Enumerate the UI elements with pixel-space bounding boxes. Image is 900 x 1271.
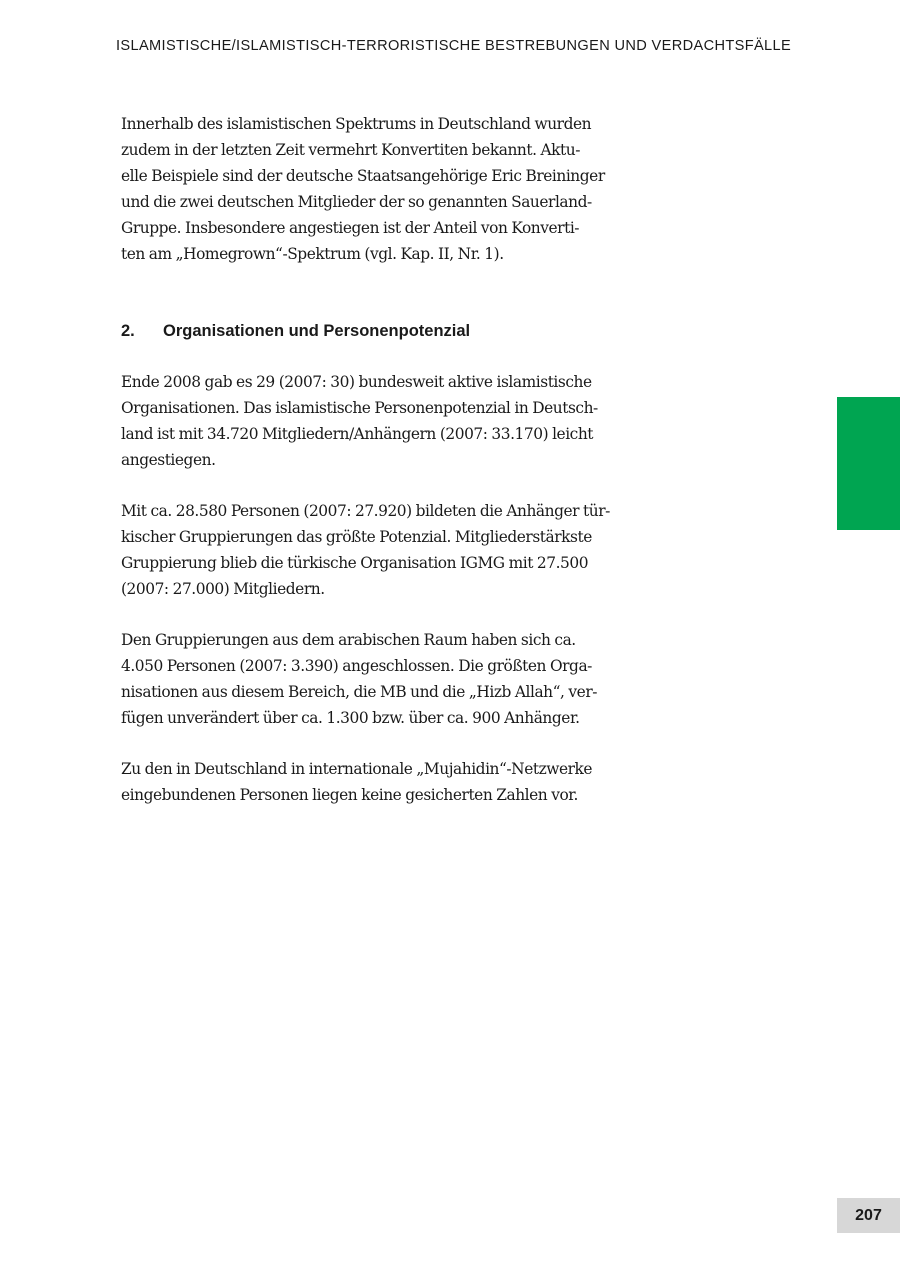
text-line: elle Beispiele sind der deutsche Staatsangehörige Eric Breininger (121, 167, 605, 185)
text-line: ten am „Homegrown“-Spektrum (vgl. Kap. II, Nr. 1). (121, 245, 504, 263)
paragraph-turkish-groups (121, 498, 621, 602)
text-line: und die zwei deutschen Mitglieder der so genannten Sauerland- (121, 193, 592, 211)
text-line: eingebundenen Personen liegen keine gesicherten Zahlen vor. (121, 786, 578, 804)
page-number: 207 (837, 1198, 900, 1233)
text-line: Ende 2008 gab es 29 (2007: 30) bundesweit aktive islamistische (121, 373, 592, 391)
text-line: Gruppierung blieb die türkische Organisation IGMG mit 27.500 (121, 554, 589, 572)
text-line: Zu den in Deutschland in internationale „Mujahidin“-Netzwerke (121, 760, 593, 778)
running-header: ISLAMISTISCHE/ISLAMISTISCH-TERRORISTISCHE BESTREBUNGEN UND VERDACHTSFÄLLE (116, 38, 792, 54)
text-line: kischer Gruppierungen das größte Potenzial. Mitgliederstärkste (121, 528, 592, 546)
page-content (121, 111, 621, 808)
text-line: Mit ca. 28.580 Personen (2007: 27.920) bildeten die Anhänger tür- (121, 502, 610, 520)
paragraph-arab-groups (121, 627, 621, 731)
text-line: Gruppe. Insbesondere angestiegen ist der Anteil von Konverti- (121, 219, 580, 237)
text-line: Den Gruppierungen aus dem arabischen Raum haben sich ca. (121, 631, 576, 649)
text-line: (2007: 27.000) Mitgliedern. (121, 580, 325, 598)
text-line: nisationen aus diesem Bereich, die MB und die „Hizb Allah“, ver- (121, 683, 597, 701)
section-heading (121, 322, 621, 341)
text-line: zudem in der letzten Zeit vermehrt Konvertiten bekannt. Aktu- (121, 141, 581, 159)
text-line: angestiegen. (121, 451, 216, 469)
text-line: Innerhalb des islamistischen Spektrums in Deutschland wurden (121, 115, 592, 133)
paragraph-mujahidin (121, 756, 621, 808)
text-line: Organisationen. Das islamistische Personenpotenzial in Deutsch- (121, 399, 598, 417)
text-line: fügen unverändert über ca. 1.300 bzw. über ca. 900 Anhänger. (121, 709, 580, 727)
text-line: land ist mit 34.720 Mitgliedern/Anhängern (2007: 33.170) leicht (121, 425, 594, 443)
text-line: 4.050 Personen (2007: 3.390) angeschlossen. Die größten Orga- (121, 657, 592, 675)
intro-paragraph (121, 111, 621, 267)
section-number: 2. (121, 322, 135, 340)
paragraph-organisations (121, 369, 621, 473)
chapter-tab-marker (837, 397, 900, 530)
section-title: Organisationen und Personenpotenzial (163, 322, 471, 340)
